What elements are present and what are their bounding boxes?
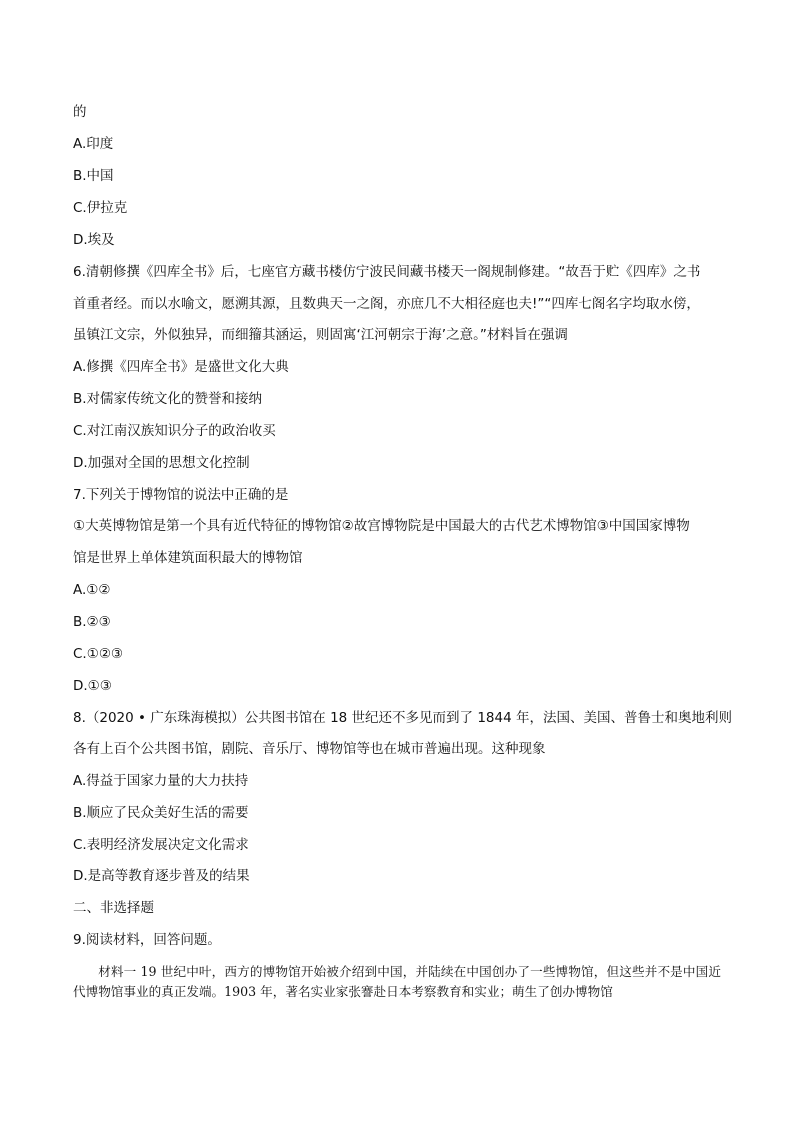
q5-option-b: B.中国	[73, 168, 114, 184]
q6-stem-line-1: 6.清朝修撰《四库全书》后，七座官方藏书楼仿宁波民间藏书楼天一阁规制修建。“故吾于贮《四库》之书	[73, 264, 701, 280]
q5-option-c: C.伊拉克	[73, 200, 128, 216]
q8-stem-line-2: 各有上百个公共图书馆，剧院、音乐厅、博物馆等也在城市普遍出现。这种现象	[73, 741, 546, 757]
q7-option-b: B.②③	[73, 614, 111, 630]
q8-option-c: C.表明经济发展决定文化需求	[73, 837, 249, 853]
q8-option-d: D.是高等教育逐步普及的结果	[73, 868, 250, 884]
q7-option-d: D.①③	[73, 678, 112, 694]
section-heading: 二、非选择题	[73, 900, 154, 916]
q6-option-c: C.对江南汉族知识分子的政治收买	[73, 423, 276, 439]
q8-option-a: A.得益于国家力量的大力扶持	[73, 773, 249, 789]
q9-stem: 9.阅读材料，回答问题。	[73, 932, 221, 948]
previous-question-fragment: 的	[73, 104, 87, 120]
q6-option-a: A.修撰《四库全书》是盛世文化大典	[73, 359, 289, 375]
q7-statement-line-1: ①大英博物馆是第一个具有近代特征的博物馆②故宫博物院是中国最大的古代艺术博物馆③中国国家博物	[73, 518, 690, 534]
q7-option-a: A.①②	[73, 582, 111, 598]
q9-material-text: 材料一 19 世纪中叶，西方的博物馆开始被介绍到中国，并陆续在中国创办了一些博物馆，但这些并不是中国近代博物馆事业的真正发端。1903 年，著名实业家张謇赴日本考察教育和实业；萌生了创办博物馆	[73, 964, 721, 999]
q9-material-paragraph	[73, 962, 721, 1002]
q6-option-d: D.加强对全国的思想文化控制	[73, 455, 250, 471]
q7-stem: 7.下列关于博物馆的说法中正确的是	[73, 487, 289, 503]
q7-statement-line-2: 馆是世界上单体建筑面积最大的博物馆	[73, 550, 303, 566]
q6-stem-line-3: 虽镇江文宗，外似独异，而细籀其涵运，则固寓‘江河朝宗于海’之意。”材料旨在强调	[73, 327, 568, 343]
q5-option-a: A.印度	[73, 136, 114, 152]
q6-stem-line-2: 首重者经。而以水喻文，愿溯其源，且数典天一之阁，亦庶几不大相径庭也夫!”“四库七阁名字均取水傍，	[73, 296, 700, 312]
q6-option-b: B.对儒家传统文化的赞誉和接纳	[73, 391, 263, 407]
q7-option-c: C.①②③	[73, 646, 124, 662]
q8-stem-line-1: 8.（2020 • 广东珠海模拟）公共图书馆在 18 世纪还不多见而到了 1844 年，法国、美国、普鲁士和奥地利则	[73, 710, 732, 726]
q8-option-b: B.顺应了民众美好生活的需要	[73, 805, 249, 821]
q5-option-d: D.埃及	[73, 232, 115, 248]
